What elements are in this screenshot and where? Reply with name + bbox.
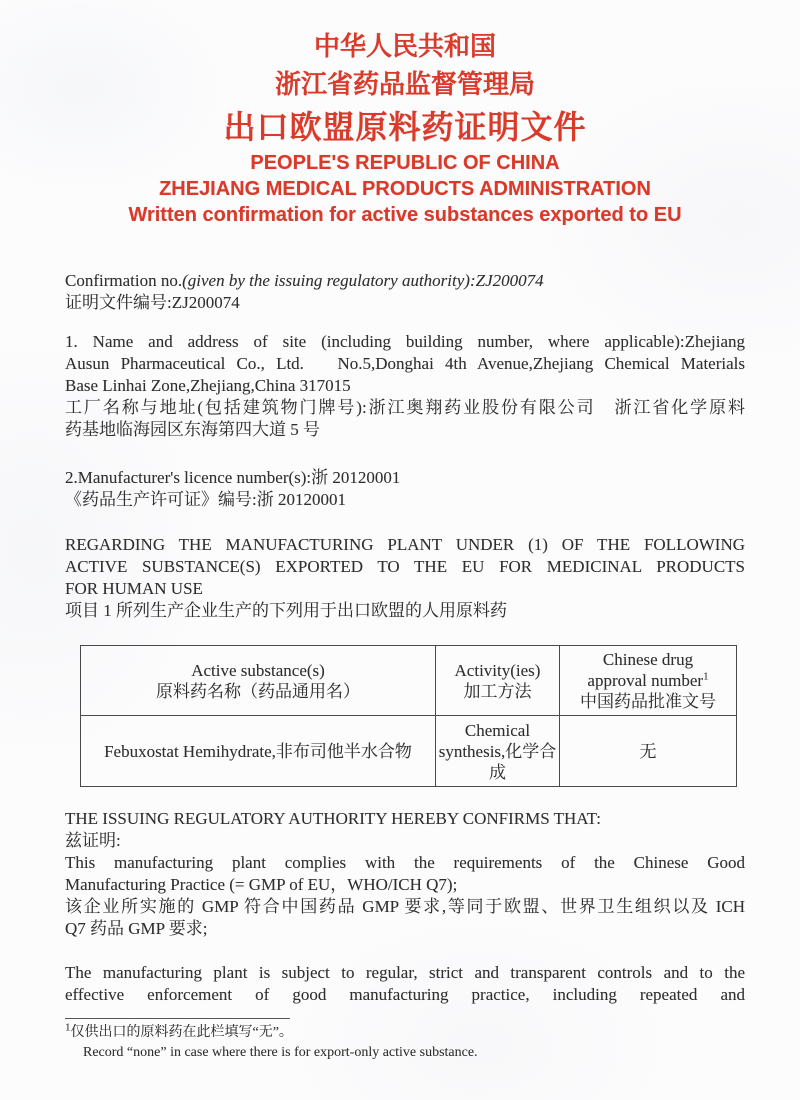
header-cell-active-substance: [81, 646, 436, 716]
header-cell-activity: [436, 646, 560, 716]
table-header-row: [81, 646, 737, 716]
header-en-authority: ZHEJIANG MEDICAL PRODUCTS ADMINISTRATION: [159, 178, 651, 200]
header-cn-title: 出口欧盟原料药证明文件: [223, 109, 587, 145]
regarding-line-4-cn: 项目 1 所列生产企业生产的下列用于出口欧盟的人用原料药: [65, 601, 507, 620]
controls-line-1: The manufacturing plant is subject to regular, strict and transparent controls and to the: [65, 963, 745, 982]
active-substance-header-cn: 原料药名称（药品通用名）: [156, 681, 360, 701]
confirmation-line-cn: 证明文件编号:ZJ200074: [65, 293, 240, 312]
confirms-heading-en: THE ISSUING REGULATORY AUTHORITY HEREBY CONFIRMS THAT:: [65, 809, 601, 828]
regarding-line-2: ACTIVE SUBSTANCE(S) EXPORTED TO THE EU FOR MEDICINAL PRODUCTS: [65, 557, 745, 576]
footnote-line-en: Record “none” in case where there is for export-only active substance.: [83, 1045, 478, 1060]
licence-number-block: [65, 467, 745, 511]
header-cell-approval-number: [560, 646, 737, 716]
authority-confirmation-block: [65, 808, 745, 940]
approval-header-line-2: [562, 670, 734, 691]
activity-header-en: Activity(ies): [454, 660, 541, 680]
table-data-row: [81, 716, 737, 787]
confirmation-number-block: [65, 270, 745, 314]
gmp-paragraph-line-2: Manufacturing Practice (= GMP of EU，WHO/ICH Q7);: [65, 875, 458, 894]
footnote-line-cn: [65, 1023, 745, 1043]
site-address-block: [65, 331, 745, 441]
cell-substance-name: Febuxostat Hemihydrate,非布司他半水合物: [81, 716, 436, 787]
header-cn-authority: 浙江省药品监督管理局: [274, 70, 535, 99]
active-substance-header-en: Active substance(s): [191, 660, 325, 680]
regarding-line-1: REGARDING THE MANUFACTURING PLANT UNDER (1) OF THE FOLLOWING: [65, 535, 745, 554]
gmp-paragraph-line-1: This manufacturing plant complies with the requirements of the Chinese Good: [65, 853, 745, 872]
document-header: [65, 0, 745, 228]
cell-activity: Chemical synthesis,化学合成: [436, 716, 560, 787]
footnote-marker: 1: [65, 1021, 71, 1034]
site-line-5-cn: 药基地临海园区东海第四大道 5 号: [65, 420, 320, 439]
licence-line-cn: 《药品生产许可证》编号:浙 20120001: [65, 490, 346, 509]
header-en-country: PEOPLE'S REPUBLIC OF CHINA: [250, 152, 560, 174]
footnote-separator-rule: [65, 1018, 290, 1019]
regarding-statement-block: [65, 534, 745, 622]
site-line-3: Base Linhai Zone,Zhejiang,China 317015: [65, 376, 351, 395]
document-content: [65, 0, 745, 1063]
activity-header-cn: 加工方法: [463, 681, 532, 701]
footnote-cn-text: 仅供出口的原料药在此栏填写“无”。: [70, 1025, 293, 1040]
cell-approval-number: 无: [560, 716, 737, 787]
footnote-reference-mark: 1: [703, 670, 709, 683]
gmp-paragraph-cn-line-1: 该企业所实施的 GMP 符合中国药品 GMP 要求,等同于欧盟、世界卫生组织以及 ICH: [65, 897, 745, 916]
header-cn-country: 中华人民共和国: [313, 32, 496, 61]
confirmation-line-en: [65, 270, 745, 292]
approval-header-text: approval number: [587, 671, 704, 690]
regarding-line-3: FOR HUMAN USE: [65, 579, 203, 598]
site-line-4-cn: 工厂名称与地址(包括建筑物门牌号):浙江奥翔药业股份有限公司 浙江省化学原料: [65, 398, 745, 417]
header-en-title: Written confirmation for active substances exported to EU: [128, 204, 682, 226]
footnote-block: [65, 1018, 745, 1063]
gmp-paragraph-cn-line-2: Q7 药品 GMP 要求;: [65, 919, 208, 938]
site-line-1: 1. Name and address of site (including building number, where applicable):Zhejiang: [65, 332, 745, 351]
approval-header-line-1: Chinese drug: [602, 650, 694, 669]
confirms-heading-cn: 兹证明:: [65, 831, 121, 850]
licence-line-en: 2.Manufacturer's licence number(s):浙 20120001: [65, 468, 401, 487]
site-line-2: Ausun Pharmaceutical Co., Ltd. No.5,Donghai 4th Avenue,Zhejiang Chemical Materials: [65, 354, 745, 373]
active-substance-table: [80, 645, 737, 787]
controls-line-2: effective enforcement of good manufacturing practice, including repeated and: [65, 985, 745, 1004]
confirmation-value: (given by the issuing regulatory authority):ZJ200074: [182, 271, 544, 290]
controls-paragraph-block: [65, 962, 745, 1006]
approval-header-cn: 中国药品批准文号: [580, 692, 716, 711]
confirmation-label: Confirmation no.: [65, 271, 183, 290]
